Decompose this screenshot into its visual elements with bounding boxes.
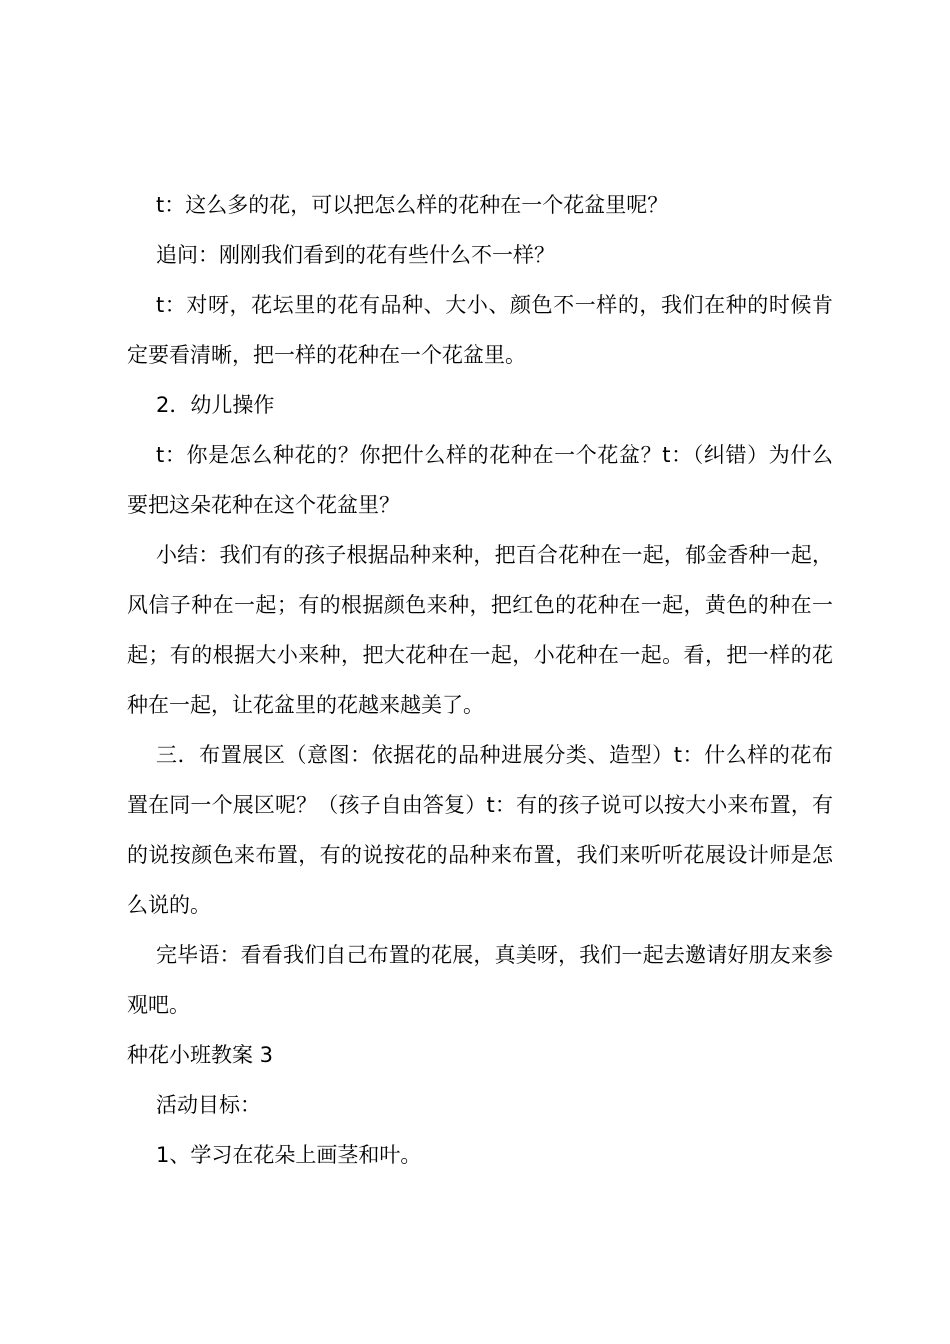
paragraph-step-2-question: t：你是怎么种花的？你把什么样的花种在一个花盆？t：（纠错）为什么要把这朵花种在这个花盆里？	[127, 443, 833, 517]
paragraph-goals-label: 活动目标：	[156, 1093, 261, 1117]
paragraph-closing: 完毕语：看看我们自己布置的花展，真美呀，我们一起去邀请好朋友来参观吧。	[127, 943, 833, 1017]
paragraph-answer: t：对呀，花坛里的花有品种、大小、颜色不一样的，我们在种的时候肯定要看清晰，把一样的花种在一个花盆里。	[127, 293, 833, 367]
paragraph-summary: 小结：我们有的孩子根据品种来种，把百合花种在一起，郁金香种一起，风信子种在一起；有的根据颜色来种，把红色的花种在一起，黄色的种在一起；有的根据大小来种，把大花种在一起，小花种在一起。看，把一样的花种在一起，让花盆里的花越来越美了。	[127, 543, 833, 717]
paragraph-step-2: 2．幼儿操作	[156, 393, 275, 417]
section-heading: 种花小班教案 3	[127, 1043, 274, 1067]
paragraph-follow-up: 追问：刚刚我们看到的花有些什么不一样？	[156, 243, 555, 267]
paragraph-step-3: 三．布置展区（意图：依据花的品种进展分类、造型）t：什么样的花布置在同一个展区呢？（孩子自由答复）t：有的孩子说可以按大小来布置，有的说按颜色来布置，有的说按花的品种来布置，我们来听听花展设计师是怎么说的。	[127, 743, 833, 917]
paragraph-goal-1: 1、学习在花朵上画茎和叶。	[156, 1143, 422, 1167]
paragraph-question: t：这么多的花，可以把怎么样的花种在一个花盆里呢？	[156, 193, 669, 217]
document-page	[127, 180, 833, 1180]
